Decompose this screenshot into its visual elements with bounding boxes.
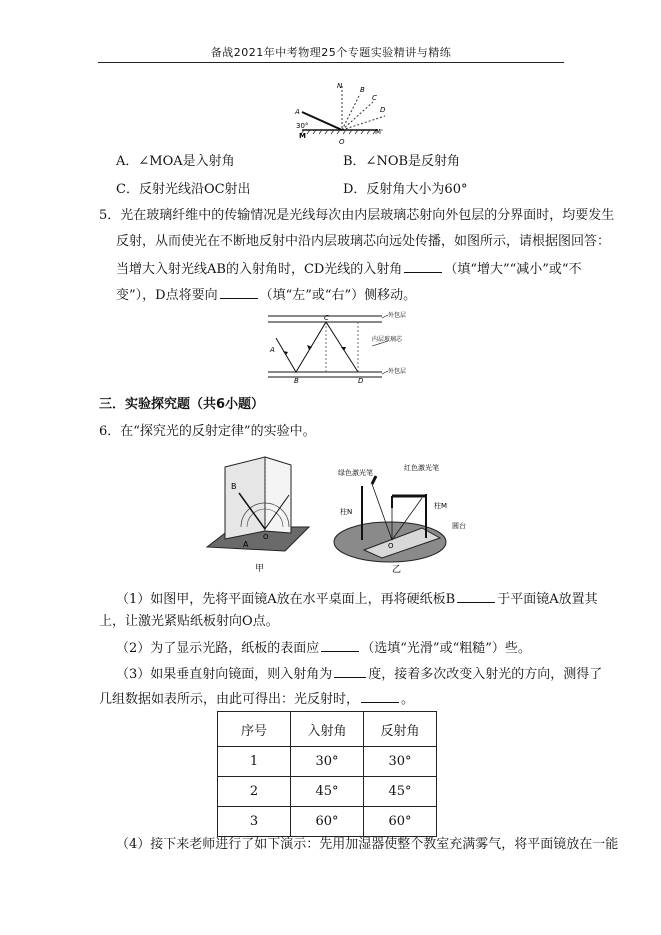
option-b: B．∠NOB是反射角: [343, 154, 461, 169]
label-c: C: [372, 94, 377, 102]
label-core: 内层玻璃芯: [372, 336, 403, 343]
table-header: 入射角: [291, 712, 364, 747]
pillar-m-label: 柱M: [434, 502, 448, 510]
table-row: [218, 777, 437, 807]
q6-p2-post: （选填“光滑”或“粗糙”）些。: [361, 641, 531, 656]
table-cell: 45°: [291, 777, 364, 807]
pillar-n-label: 柱N: [340, 508, 353, 516]
table-cell: 2: [218, 777, 291, 807]
caption-yi: 乙: [392, 565, 402, 575]
label-a: A: [270, 346, 275, 354]
table-header-row: [218, 712, 437, 747]
q6-p4: （4）接下来老师进行了如下演示：先用加湿器使整个教室充满雾气，将平面镜放在一能: [116, 837, 619, 852]
table-cell: 45°: [364, 777, 437, 807]
q6-p3-mid: 度，接着多次改变入射光的方向，测得了: [368, 667, 603, 682]
table-cell: 30°: [364, 747, 437, 777]
label-b: B: [294, 377, 299, 385]
label-angle: 30°: [296, 122, 309, 130]
label-c: C: [324, 314, 329, 322]
q6-p3-line2-post: 。: [401, 692, 415, 707]
q6-p1-post: 于平面镜A放置其: [497, 592, 598, 607]
label-m: M: [299, 132, 306, 140]
answer-blank: [404, 259, 442, 273]
table-cell: 30°: [291, 747, 364, 777]
q6-p3-line2: [99, 689, 414, 709]
table-cell: 60°: [291, 807, 364, 837]
section-title: 三．实验探究题（共6小题）: [99, 397, 265, 412]
q6-p3-line2-pre: 几组数据如表所示，由此可得出：光反射时，: [99, 692, 360, 707]
table-header: 反射角: [364, 712, 437, 747]
option-a: A．∠MOA是入射角: [116, 154, 235, 169]
fiber-diagram: [262, 310, 412, 390]
label-m-prime: M': [375, 128, 383, 136]
label-o: O: [388, 542, 394, 550]
q5-line4-post: （填“左”或“右”）侧移动。: [259, 288, 417, 303]
label-a: A: [243, 540, 249, 549]
answer-blank: [220, 285, 258, 299]
q5-line4-pre: 变”），D点将要向: [116, 288, 218, 303]
q6-intro: 6．在“探究光的反射定律”的实验中。: [99, 424, 316, 439]
q5-line3-post: （填“增大”“减小”或“不: [444, 262, 582, 277]
q5-line3: [116, 259, 582, 279]
q6-p1: [116, 589, 598, 609]
q5-line4: [116, 285, 416, 305]
page-header: 备战2021年中考物理25个专题实验精讲与精练: [210, 46, 452, 59]
round-table-label: 圆台: [452, 522, 466, 530]
green-laser-label: 绿色激光笔: [338, 469, 373, 477]
reflection-diagram: [280, 80, 390, 150]
header-rule: [98, 62, 564, 63]
red-laser-label: 红色激光笔: [404, 464, 439, 472]
label-a: A: [295, 108, 300, 116]
answer-blank: [361, 689, 399, 703]
table-cell: 3: [218, 807, 291, 837]
figure-yi: [330, 458, 480, 576]
label-b: B: [360, 86, 365, 94]
label-outer-bottom: 外包层: [388, 368, 407, 375]
data-table: [217, 711, 437, 837]
caption-jia: 甲: [255, 564, 265, 574]
option-c: C．反射光线沿OC射出: [116, 182, 251, 197]
label-o: O: [263, 533, 269, 541]
label-d: D: [380, 106, 386, 114]
q6-p3: [116, 664, 602, 684]
table-cell: 60°: [364, 807, 437, 837]
answer-blank: [334, 664, 366, 678]
q6-p2: [116, 638, 531, 658]
table-cell: 1: [218, 747, 291, 777]
q5-line1: 5．光在玻璃纤维中的传输情况是光线每次由内层玻璃芯射向外包层的分界面时，均要发生: [99, 208, 615, 223]
label-n: N: [337, 82, 343, 90]
q6-p1-pre: （1）如图甲，先将平面镜A放在水平桌面上，再将硬纸板B: [116, 592, 456, 607]
q5-line2: 反射，从而使光在不断地反射中沿内层玻璃芯向远处传播，如图所示，请根据图回答：: [116, 234, 611, 249]
label-d: D: [358, 377, 364, 385]
q6-p1-line2: 上，让激光紧贴纸板射向O点。: [99, 614, 279, 629]
answer-blank: [457, 589, 495, 603]
q5-line3-pre: 当增大入射光线AB的入射角时，CD光线的入射角: [116, 262, 403, 277]
label-b: B: [231, 482, 237, 491]
q6-p2-pre: （2）为了显示光路，纸板的表面应: [116, 641, 320, 656]
label-o: O: [339, 138, 345, 146]
option-d: D．反射角大小为60°: [343, 182, 468, 197]
table-header: 序号: [218, 712, 291, 747]
label-outer-top: 外包层: [388, 312, 407, 319]
table-row: [218, 807, 437, 837]
answer-blank: [321, 638, 359, 652]
q6-p3-pre: （3）如果垂直射向镜面，则入射角为: [116, 667, 333, 682]
table-row: [218, 747, 437, 777]
figure-jia: [203, 455, 313, 575]
